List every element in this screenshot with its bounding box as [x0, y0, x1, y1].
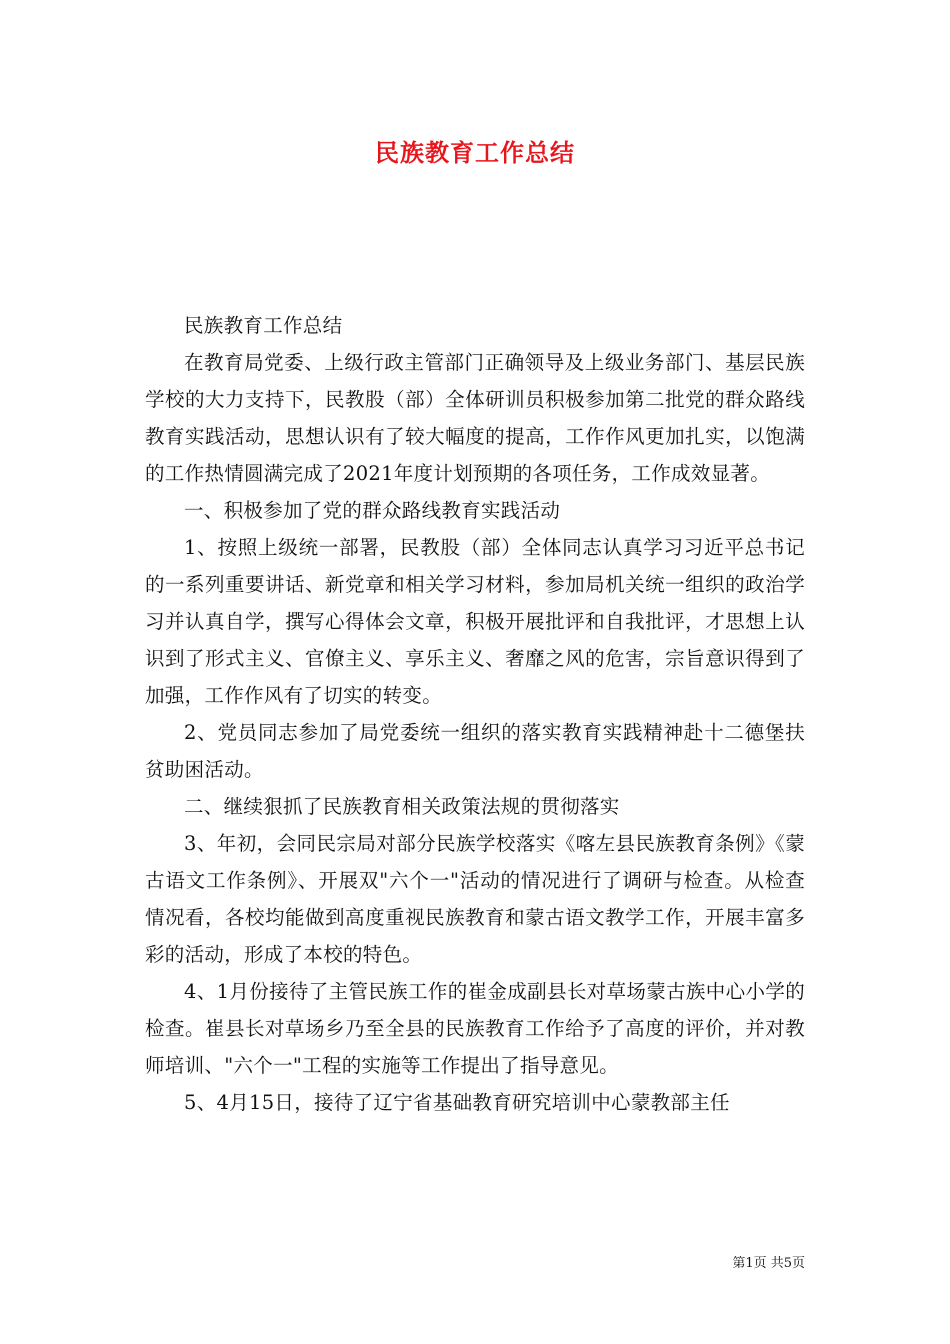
section-heading-2: 二、继续狠抓了民族教育相关政策法规的贯彻落实 [184, 795, 620, 818]
page-number: 第1页 共5页 [732, 1256, 805, 1271]
paragraph-item-5: 5、4月15日，接待了辽宁省基础教育研究培训中心蒙教部主任 [184, 1091, 730, 1114]
paragraph-item-2: 2、党员同志参加了局党委统一组织的落实教育实践精神赴十二德堡扶贫助困活动。 [145, 721, 805, 781]
document-title: 民族教育工作总结 [375, 138, 575, 167]
section-heading-1: 一、积极参加了党的群众路线教育实践活动 [184, 499, 561, 522]
paragraph-item-1: 1、按照上级统一部署，民教股（部）全体同志认真学习习近平总书记的一系列重要讲话、新党章和相关学习材料，参加局机关统一组织的政治学习并认真自学，撰写心得体会文章，积极开展批评和自我批评，才思想上认识到了形式主义、官僚主义、享乐主义、奢靡之风的危害，宗旨意识得到了加强，工作作风有了切实的转变。 [145, 536, 805, 707]
paragraph-intro: 在教育局党委、上级行政主管部门正确领导及上级业务部门、基层民族学校的大力支持下，民教股（部）全体研训员积极参加第二批党的群众路线教育实践活动，思想认识有了较大幅度的提高，工作作风更加扎实，以饱满的工作热情圆满完成了2021年度计划预期的各项任务，工作成效显著。 [145, 351, 805, 485]
document-body [145, 307, 805, 1121]
paragraph-heading: 民族教育工作总结 [184, 314, 343, 337]
paragraph-item-3: 3、年初，会同民宗局对部分民族学校落实《喀左县民族教育条例》《蒙古语文工作条例》、开展双"六个一"活动的情况进行了调研与检查。从检查情况看，各校均能做到高度重视民族教育和蒙古语文教学工作，开展丰富多彩的活动，形成了本校的特色。 [145, 832, 805, 966]
paragraph-item-4: 4、1月份接待了主管民族工作的崔金成副县长对草场蒙古族中心小学的检查。崔县长对草场乡乃至全县的民族教育工作给予了高度的评价，并对教师培训、"六个一"工程的实施等工作提出了指导意见。 [145, 980, 805, 1077]
